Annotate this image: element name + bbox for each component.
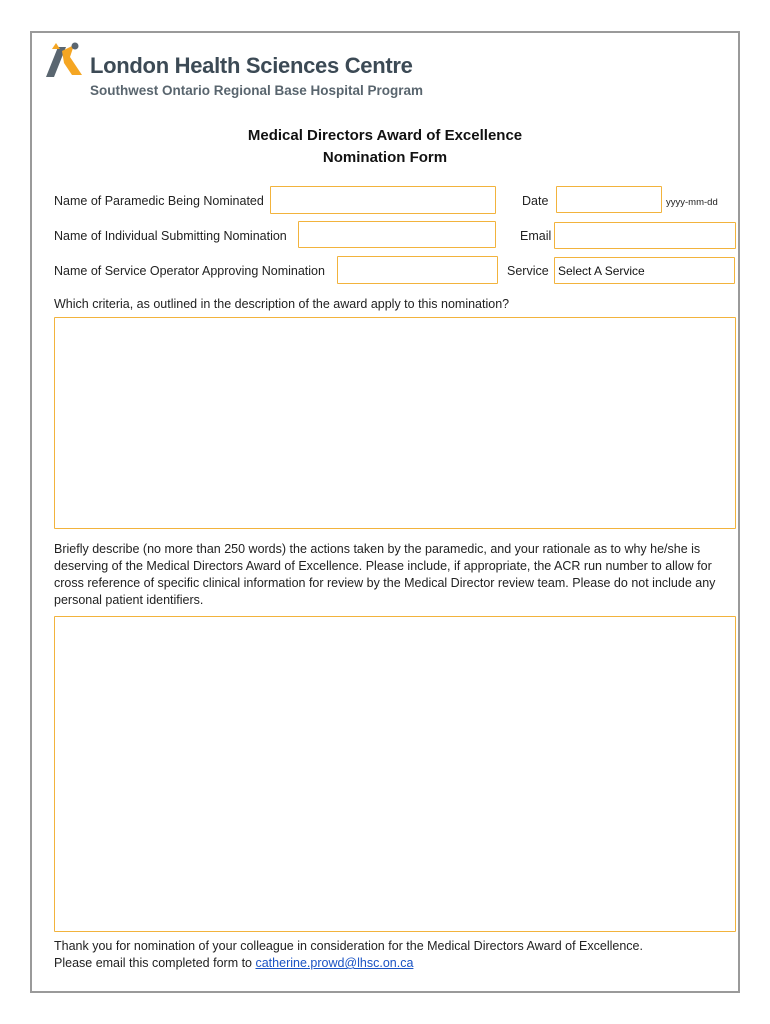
criteria-question: Which criteria, as outlined in the description of the award apply to this nomination? xyxy=(54,297,510,311)
lhsc-logo-icon xyxy=(44,41,84,83)
form-subtitle: Nomination Form xyxy=(322,149,448,166)
approver-name-label: Name of Service Operator Approving Nomination xyxy=(54,264,325,278)
email-instruction-text: Please email this completed form to xyxy=(54,956,256,970)
description-textarea[interactable] xyxy=(54,616,736,932)
service-select[interactable] xyxy=(554,257,735,284)
service-select-value: Select A Service xyxy=(558,264,645,278)
email-label: Email xyxy=(520,229,552,243)
nominee-name-label: Name of Paramedic Being Nominated xyxy=(54,194,264,208)
date-format-hint: yyyy-mm-dd xyxy=(666,197,718,208)
contact-email-link[interactable]: catherine.prowd@lhsc.on.ca xyxy=(255,956,414,970)
date-input[interactable] xyxy=(556,186,662,213)
email-input[interactable] xyxy=(554,222,736,249)
approver-name-input[interactable] xyxy=(337,256,498,284)
organization-subtitle: Southwest Ontario Regional Base Hospital Program xyxy=(90,83,424,98)
criteria-textarea[interactable] xyxy=(54,317,736,529)
form-title: Medical Directors Award of Excellence xyxy=(247,127,523,144)
date-label: Date xyxy=(522,194,549,208)
description-prompt: Briefly describe (no more than 250 words) the actions taken by the paramedic, and your rationale as to why he/she is deserving of the Medical Directors Award of Excellence. Please include, if appropriate, the ACR run number to allow for cross reference of specific clinical information for review by the Medical Director review team. Please do not include any personal patient identifiers. xyxy=(54,542,716,607)
thank-you-text: Thank you for nomination of your colleague in consideration for the Medical Directors Award of Excellence. xyxy=(54,939,643,953)
service-label: Service xyxy=(507,264,549,278)
nominee-name-input[interactable] xyxy=(270,186,496,214)
email-instruction xyxy=(54,955,413,972)
submitter-name-label: Name of Individual Submitting Nomination xyxy=(54,229,287,243)
submitter-name-input[interactable] xyxy=(298,221,496,248)
organization-name: London Health Sciences Centre xyxy=(90,53,413,78)
form-page xyxy=(30,31,740,993)
